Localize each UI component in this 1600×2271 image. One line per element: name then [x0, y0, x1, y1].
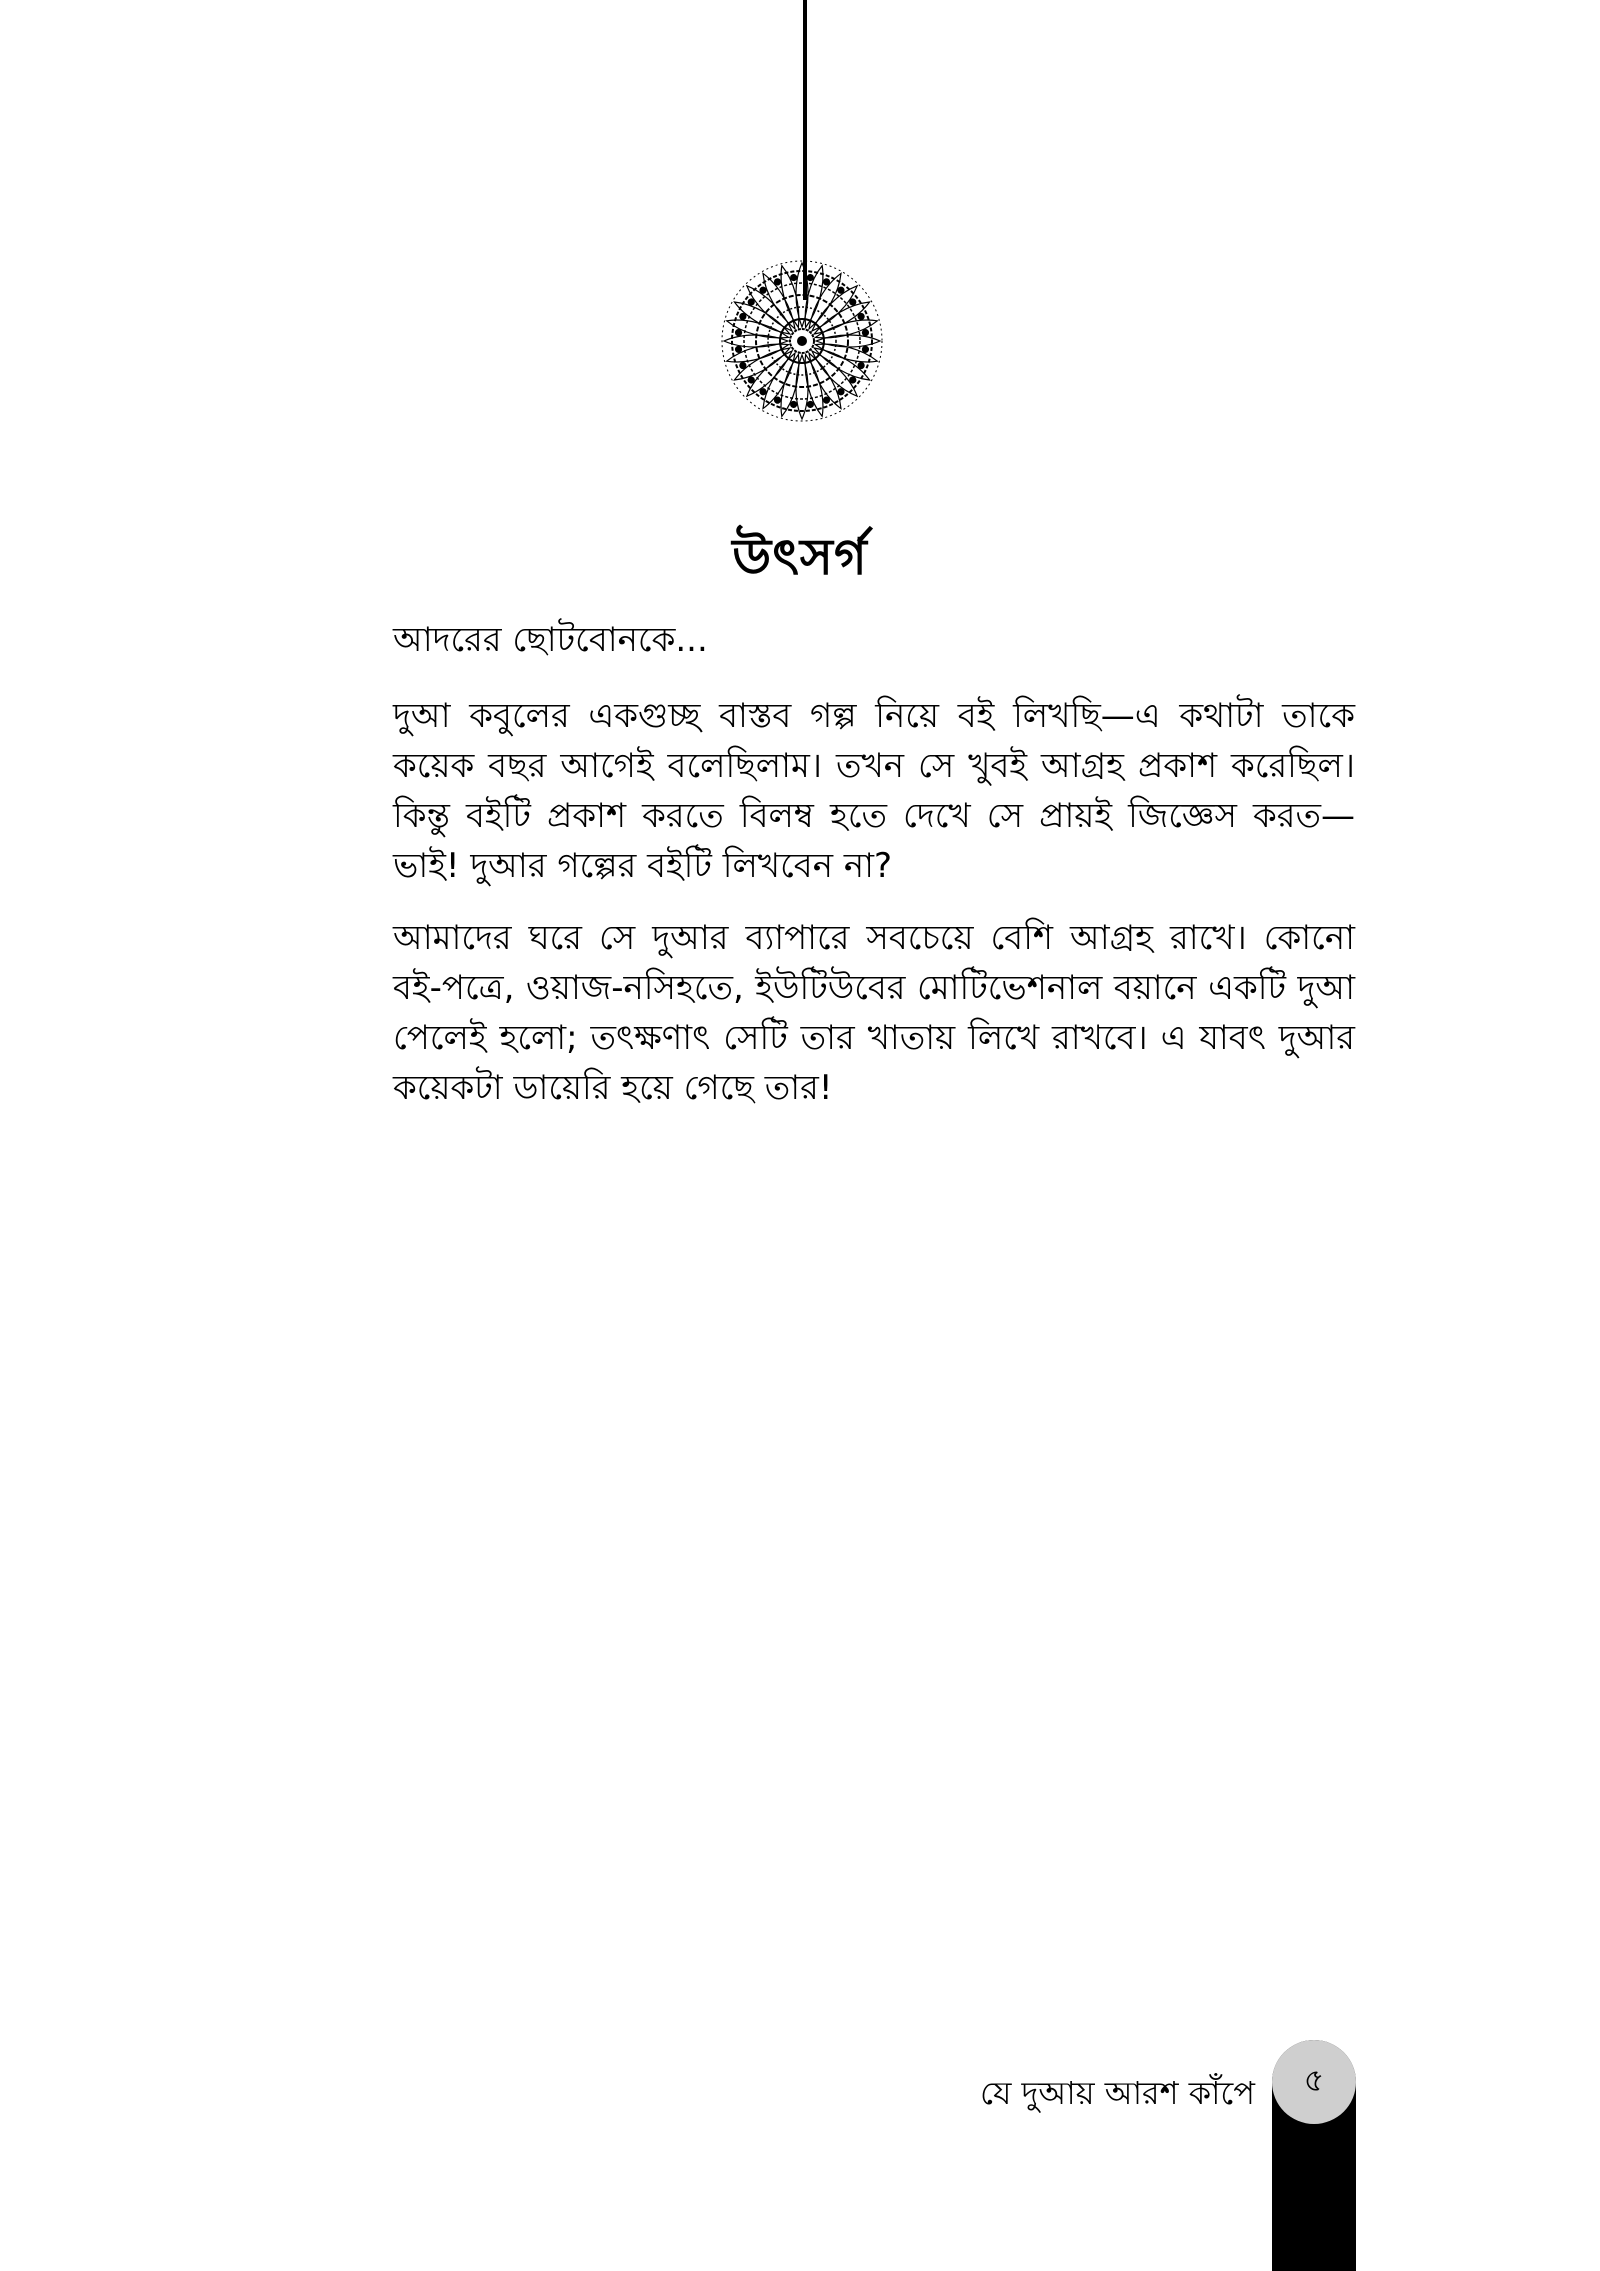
dedication-title: উৎসর্গ: [732, 528, 868, 586]
dedication-paragraph: আমাদের ঘরে সে দুআর ব্যাপারে সবচেয়ে বেশি আগ্রহ রাখে। কোনো বই-পত্রে, ওয়াজ-নসিহতে, ইউটিউবের মোটিভেশনাল বয়ানে একটি দুআ পেলেই হলো; তৎক্ষণাৎ সেটি তার খাতায় লিখে রাখবে। এ যাবৎ দুআর কয়েকটা ডায়েরি হয়ে গেছে তার!: [393, 918, 1355, 1108]
running-footer-book-title: যে দুআয় আরশ কাঁপে: [979, 2074, 1255, 2112]
page-number: ৫: [1303, 2061, 1325, 2099]
ornament-dot: [790, 274, 797, 281]
ornament-dot: [862, 346, 869, 353]
dedication-paragraph: দুআ কবুলের একগুচ্ছ বাস্তব গল্প নিয়ে বই লিখছি—এ কথাটা তাকে কয়েক বছর আগেই বলেছিলাম। তখন সে খুবই আগ্রহ প্রকাশ করেছিল। কিন্তু বইটি প্রকাশ করতে বিলম্ব হতে দেখে সে প্রায়ই জিজ্ঞেস করত—ভাই! দুআর গল্পের বইটি লিখবেন না?: [393, 696, 1355, 886]
ornament-dot: [862, 329, 869, 336]
dedication-body: [393, 615, 1355, 1135]
ornament-dot: [735, 346, 742, 353]
page-number-badge: [1272, 2040, 1356, 2124]
hanging-mandala-ornament-icon: [716, 255, 888, 427]
salutation-line: আদরের ছোটবোনকে...: [393, 620, 708, 660]
ornament-dot: [735, 329, 742, 336]
ornament-dot: [807, 274, 814, 281]
ornament-dot: [790, 401, 797, 408]
ornament-dot: [807, 401, 814, 408]
